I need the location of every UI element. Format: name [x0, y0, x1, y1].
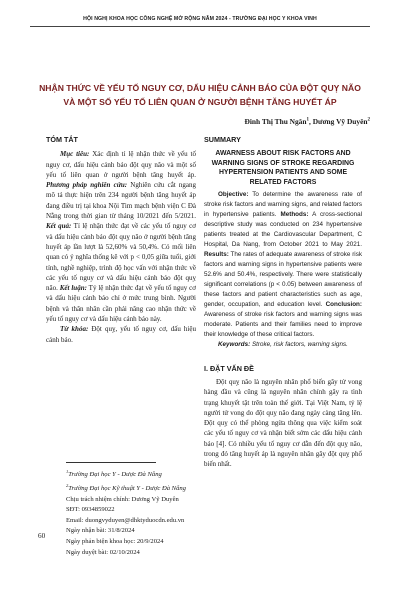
- keywords-vi: [46, 324, 196, 345]
- author-1-sup: 1: [306, 117, 309, 123]
- journal-header: HỘI NGHỊ KHOA HỌC CÔNG NGHỆ MỞ RỘNG NĂM 2024 - TRƯỜNG ĐẠI HỌC Y KHOA VINH: [83, 16, 317, 22]
- date-received: Ngày nhận bài: 31/8/2024: [66, 527, 135, 535]
- keywords-vi-text: Đột quỵ, yếu tố nguy cơ, dấu hiệu cảnh báo.: [46, 325, 196, 344]
- en-methods-text: A cross-sectional descriptive study was conducted on 234 hypertensive patients treated at the Cardiovascular Department, C Hospital, Da Nang, from October 2021 to May 2021.: [204, 211, 363, 249]
- author-2-sup: 2: [367, 117, 370, 123]
- corresponding-author: Chịu trách nhiệm chính: Dương Vỹ Duyên: [66, 495, 179, 503]
- email: Email: duongvyduyen@dhktyduocdn.edu.vn: [66, 516, 185, 524]
- affiliation-2: [66, 481, 206, 495]
- keywords-en-label: Keywords:: [218, 341, 251, 349]
- abstract-en-title: AWARNESS ABOUT RISK FACTORS AND WARNING SIGNS OF STROKE REGARDING HYPERTENSION PATIENTS AND SOME RELATED FACTORS: [211, 150, 355, 186]
- abstract-en-heading: SUMMARY: [204, 135, 241, 144]
- footnote-rule: [66, 462, 156, 463]
- methods-label: Phương pháp nghiên cứu:: [46, 181, 128, 190]
- keywords-en-text: Stroke, risk factors, warning signs.: [250, 341, 348, 349]
- abstract-en-body: [204, 190, 362, 340]
- abstract-en: [204, 135, 362, 351]
- intro-text: Đột quỵ não là nguyên nhân phổ biến gây tử vong hàng đầu và cũng là nguyên nhân chính gây ra tình trạng khuyết tật trên toàn thế giới. Tại Việt Nam, tỷ lệ người tử vong do đột quỵ não đang ngày càng tăng lên. Đột quỵ có thể phòng ngừa thông qua việc kiểm soát các yếu tố nguy cơ và nhận biết sớm các dấu hiệu cảnh báo [4]. Có nhiều yếu tố nguy cơ dẫn đến đột quỵ não, trong đó tăng huyết áp là nguyên nhân gây đột quỵ phổ biến nhất.: [204, 378, 362, 469]
- intro-heading: I. ĐẶT VẤN ĐỀ: [204, 364, 254, 373]
- affiliation-1-text: Trường Đại học Y - Dược Đà Nẵng: [68, 471, 162, 479]
- date-accepted: Ngày duyệt bài: 02/10/2024: [66, 548, 140, 556]
- en-results-text: The rates of adequate awareness of stroke risk factors and warning signs in hypertensive patients were 52.6% and 50.4%, respectively. There were statistically significant correlations (p < 0.05) between awareness of these factors and patient characteristics such as age, gender, occupation, and education level.: [204, 251, 362, 309]
- phone: SĐT: 0934859022: [66, 506, 115, 514]
- conclusion-label: Kết luận:: [57, 284, 87, 293]
- objective-text: Xác định tỉ lệ nhận thức về yếu tố nguy cơ, dấu hiệu cảnh báo đột quỵ não và một số yếu tố liên quan ở người bệnh tăng huyết áp.: [46, 150, 196, 179]
- results-text: Tỉ lệ nhận thức đạt về các yếu tố nguy cơ và dấu hiệu cảnh báo đột quỵ não ở người bệnh tăng huyết áp lần lượt là 52,60% và 50,4%. Có mối liên quan có ý nghĩa thống kê với p < 0,05 giữa tuổi, giới tính, nghề nghiệp, trình độ học vấn với nhận thức về các yếu tố nguy cơ và dấu hiệu cảnh báo đột quỵ não.: [46, 222, 196, 293]
- abstract-vi: [46, 135, 196, 345]
- title-line-2: VÀ MỘT SỐ YẾU TỐ LIÊN QUAN Ở NGƯỜI BỆNH TĂNG HUYẾT ÁP: [63, 97, 337, 107]
- en-conclusion-text: Awareness of stroke risk factors and warning signs was moderate. Patients and their families need to improve their knowledge of these critical factors.: [204, 311, 362, 339]
- results-label: Kết quả:: [46, 222, 72, 231]
- abstract-vi-heading: TÓM TẮT: [46, 135, 78, 144]
- author-2: Dương Vỹ Duyên: [312, 117, 368, 126]
- title-line-1: NHẬN THỨC VỀ YẾU TỐ NGUY CƠ, DẤU HIỆU CẢNH BÁO CỦA ĐỘT QUỴ NÃO: [39, 83, 361, 93]
- date-reviewed: Ngày phản biện khoa học: 20/9/2024: [66, 537, 164, 545]
- affiliation-2-text: Trường Đại học Kỹ thuật Y - Dược Đà Nẵng: [68, 484, 186, 492]
- en-objective-label: Objective:: [218, 191, 249, 199]
- author-separator: ,: [308, 117, 313, 126]
- en-conclusion-label: Conclusion:: [322, 301, 362, 309]
- page-number: 60: [38, 532, 46, 540]
- footnotes: [66, 467, 206, 558]
- affiliation-1: [66, 467, 206, 481]
- en-results-label: Results:: [204, 251, 229, 259]
- methods-text: Nghiên cứu cắt ngang mô tả thực hiện trên 234 người bệnh tăng huyết áp đang điều trị tại khoa Nội Tim mạch bệnh viện C Đà Nẵng trong thời gian từ tháng 10/2021 đến 5/2021.: [46, 181, 196, 221]
- paper-title: [22, 81, 378, 109]
- en-methods-label: Methods:: [276, 211, 309, 219]
- affiliation-2-sup: 2: [66, 482, 69, 488]
- objective-label: Mục tiêu:: [60, 150, 90, 159]
- keywords-vi-label: Từ khóa:: [60, 325, 89, 334]
- abstract-vi-body: [46, 149, 196, 324]
- en-objective-text: To determine the awareness rate of stroke risk factors and warning signs, and related factors in hypertensive patients.: [204, 191, 362, 219]
- authors: [245, 117, 370, 126]
- affiliation-1-sup: 1: [66, 469, 69, 474]
- author-1: Đinh Thị Thu Ngân: [244, 117, 307, 126]
- header-rule: [30, 26, 370, 27]
- keywords-en: [204, 340, 362, 350]
- conclusion-text: Tỷ lệ nhận thức đạt về yếu tố nguy cơ và dấu hiệu cảnh báo chỉ ở mức trung bình. Người bệnh và thân nhân cần phải nâng cao nhận thức về yếu tố nguy cơ và dấu hiệu cảnh báo này.: [46, 284, 196, 324]
